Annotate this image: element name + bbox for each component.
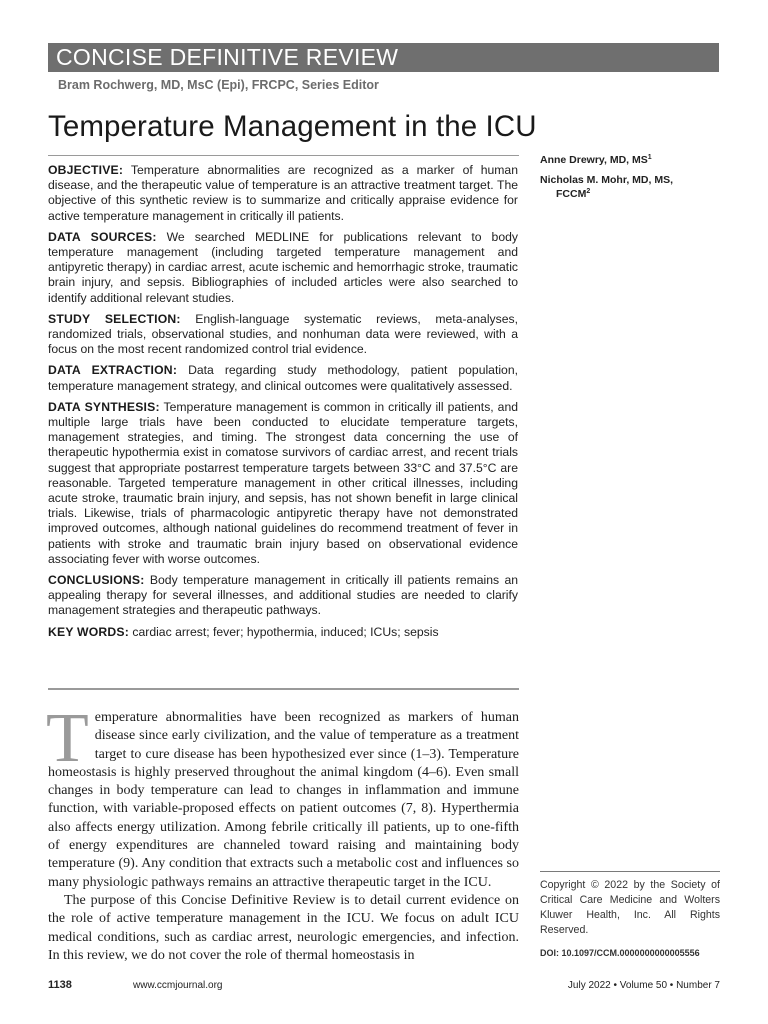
abstract-study-selection xyxy=(48,312,518,358)
abstract-heading: KEY WORDS: xyxy=(48,624,129,639)
doi-label: DOI: xyxy=(540,948,559,958)
abstract-heading: OBJECTIVE: xyxy=(48,163,124,177)
abstract-heading: DATA EXTRACTION: xyxy=(48,363,178,378)
abstract-text: Temperature abnormalities are recognized as a marker of human disease, and the therapeutic value of temperature is an attractive treatment target. The objective of this synthetic review is to summarize and critically appraise evidence for active temperature management in critically ill patients. xyxy=(48,163,518,223)
abstract-heading: CONCLUSIONS: xyxy=(48,573,145,588)
series-editor: Bram Rochwerg, MD, MsC (Epi), FRCPC, Series Editor xyxy=(58,78,379,92)
article-body xyxy=(46,700,519,965)
author-2-name: Nicholas M. Mohr, MD, MS, xyxy=(540,173,674,186)
body-paragraph-2: The purpose of this Concise Definitive Review is to detail current evidence on the role of active temperature management in the ICU. We focus on adult ICU medical conditions, such as cardiac arrest, neurologic emergencies, and infection. In this review, we do not cover the role of thermal homeostasis in xyxy=(48,892,519,963)
abstract-data-sources xyxy=(48,230,518,306)
abstract-text: Data regarding study methodology, patient population, temperature management strategy, and clinical outcomes were qualitatively assessed. xyxy=(48,363,518,393)
abstract-key-words xyxy=(48,625,518,640)
abstract-heading: DATA SYNTHESIS: xyxy=(48,399,160,414)
body-paragraph-1-text: emperature abnormalities have been recognized as markers of human disease since early civilization, and the value of temperature as a treatment target to cure disease has been hypothesized ever since (1–3). Temperature homeostasis is highly preserved throughout the animal kingdom (4–6). Even small changes in body temperature can lead to changes in inflammation and immune function, with variable-proposed effects on patient outcomes (7, 8). Hyperthermia also affects energy utilization. Among febrile critically ill patients, up to one-fifth of energy expenditures are channeled toward raising and maintaining body temperature (9). Any condition that extracts such a metabolic cost and influences so many physiologic pathways remains an attractive therapeutic target in the ICU. xyxy=(48,710,519,890)
body-paragraph-1 xyxy=(46,700,519,892)
doi xyxy=(540,948,700,958)
author-1-affiliation: 1 xyxy=(647,154,652,161)
copyright-notice: Copyright © 2022 by the Society of Critical Care Medicine and Wolters Kluwer Health, Inc. All Rights Reserved. xyxy=(540,871,720,938)
author-2-affiliation: 2 xyxy=(586,188,591,195)
issue-info: July 2022 • Volume 50 • Number 7 xyxy=(567,980,720,991)
article-title: Temperature Management in the ICU xyxy=(48,110,537,143)
abstract-data-extraction xyxy=(48,363,518,393)
abstract-text: Body temperature management in critically ill patients remains an appealing therapy for several illnesses, and additional studies are needed to clarify management strategies and therapeutic pathways. xyxy=(48,573,518,618)
author-2-credential: FCCM xyxy=(556,188,587,200)
author-1 xyxy=(540,153,725,168)
abstract-text: cardiac arrest; fever; hypothermia, induced; ICUs; sepsis xyxy=(132,624,439,639)
doi-link[interactable]: 10.1097/CCM.0000000000005556 xyxy=(561,948,700,958)
abstract-bottom-rule xyxy=(48,688,519,690)
abstract-heading: DATA SOURCES: xyxy=(48,229,157,244)
drop-cap: T xyxy=(46,700,89,777)
abstract-data-synthesis xyxy=(48,400,518,567)
abstract-text: We searched MEDLINE for publications relevant to body temperature management (including targeted temperature management and antipyretic therapy) in cardiac arrest, acute ischemic and hemorrhagic stroke, traumatic brain injury, and sepsis. Bibliographies of included articles were also searched to identify additional relevant studies. xyxy=(48,229,518,305)
abstract-top-rule xyxy=(48,155,519,156)
journal-url[interactable]: www.ccmjournal.org xyxy=(133,980,223,991)
author-2 xyxy=(540,173,725,202)
abstract xyxy=(48,163,518,646)
abstract-conclusions xyxy=(48,573,518,619)
abstract-text: English-language systematic reviews, meta-analyses, randomized trials, observational studies, and nonhuman data were reviewed, with a focus on the most recent randomized control trial evidence. xyxy=(48,311,518,357)
section-banner: CONCISE DEFINITIVE REVIEW xyxy=(48,43,719,72)
abstract-heading: STUDY SELECTION: xyxy=(48,311,181,326)
author-list xyxy=(540,153,725,202)
abstract-objective xyxy=(48,163,518,224)
author-1-name: Anne Drewry, MD, MS xyxy=(540,154,648,166)
abstract-text: Temperature management is common in critically ill patients, and multiple large trials have been conducted to elucidate temperature targets, management strategies, and timing. The strongest data concerning the use of therapeutic hypothermia exist in comatose survivors of cardiac arrest, and recent trials suggest that appropriate postarrest temperature targets between 33°C and 37.5°C are reasonable. Targeted temperature management in other critical illnesses, including acute stroke, traumatic brain injury, and sepsis, has not shown benefit in large clinical trials. Likewise, trials of pharmacologic antipyretic therapy have not demonstrated improved outcomes, although national guidelines do recommend treatment of fever in patients with stroke and traumatic brain injury based on observational evidence associating fever with worse outcomes. xyxy=(48,399,519,566)
page-number: 1138 xyxy=(48,979,72,991)
